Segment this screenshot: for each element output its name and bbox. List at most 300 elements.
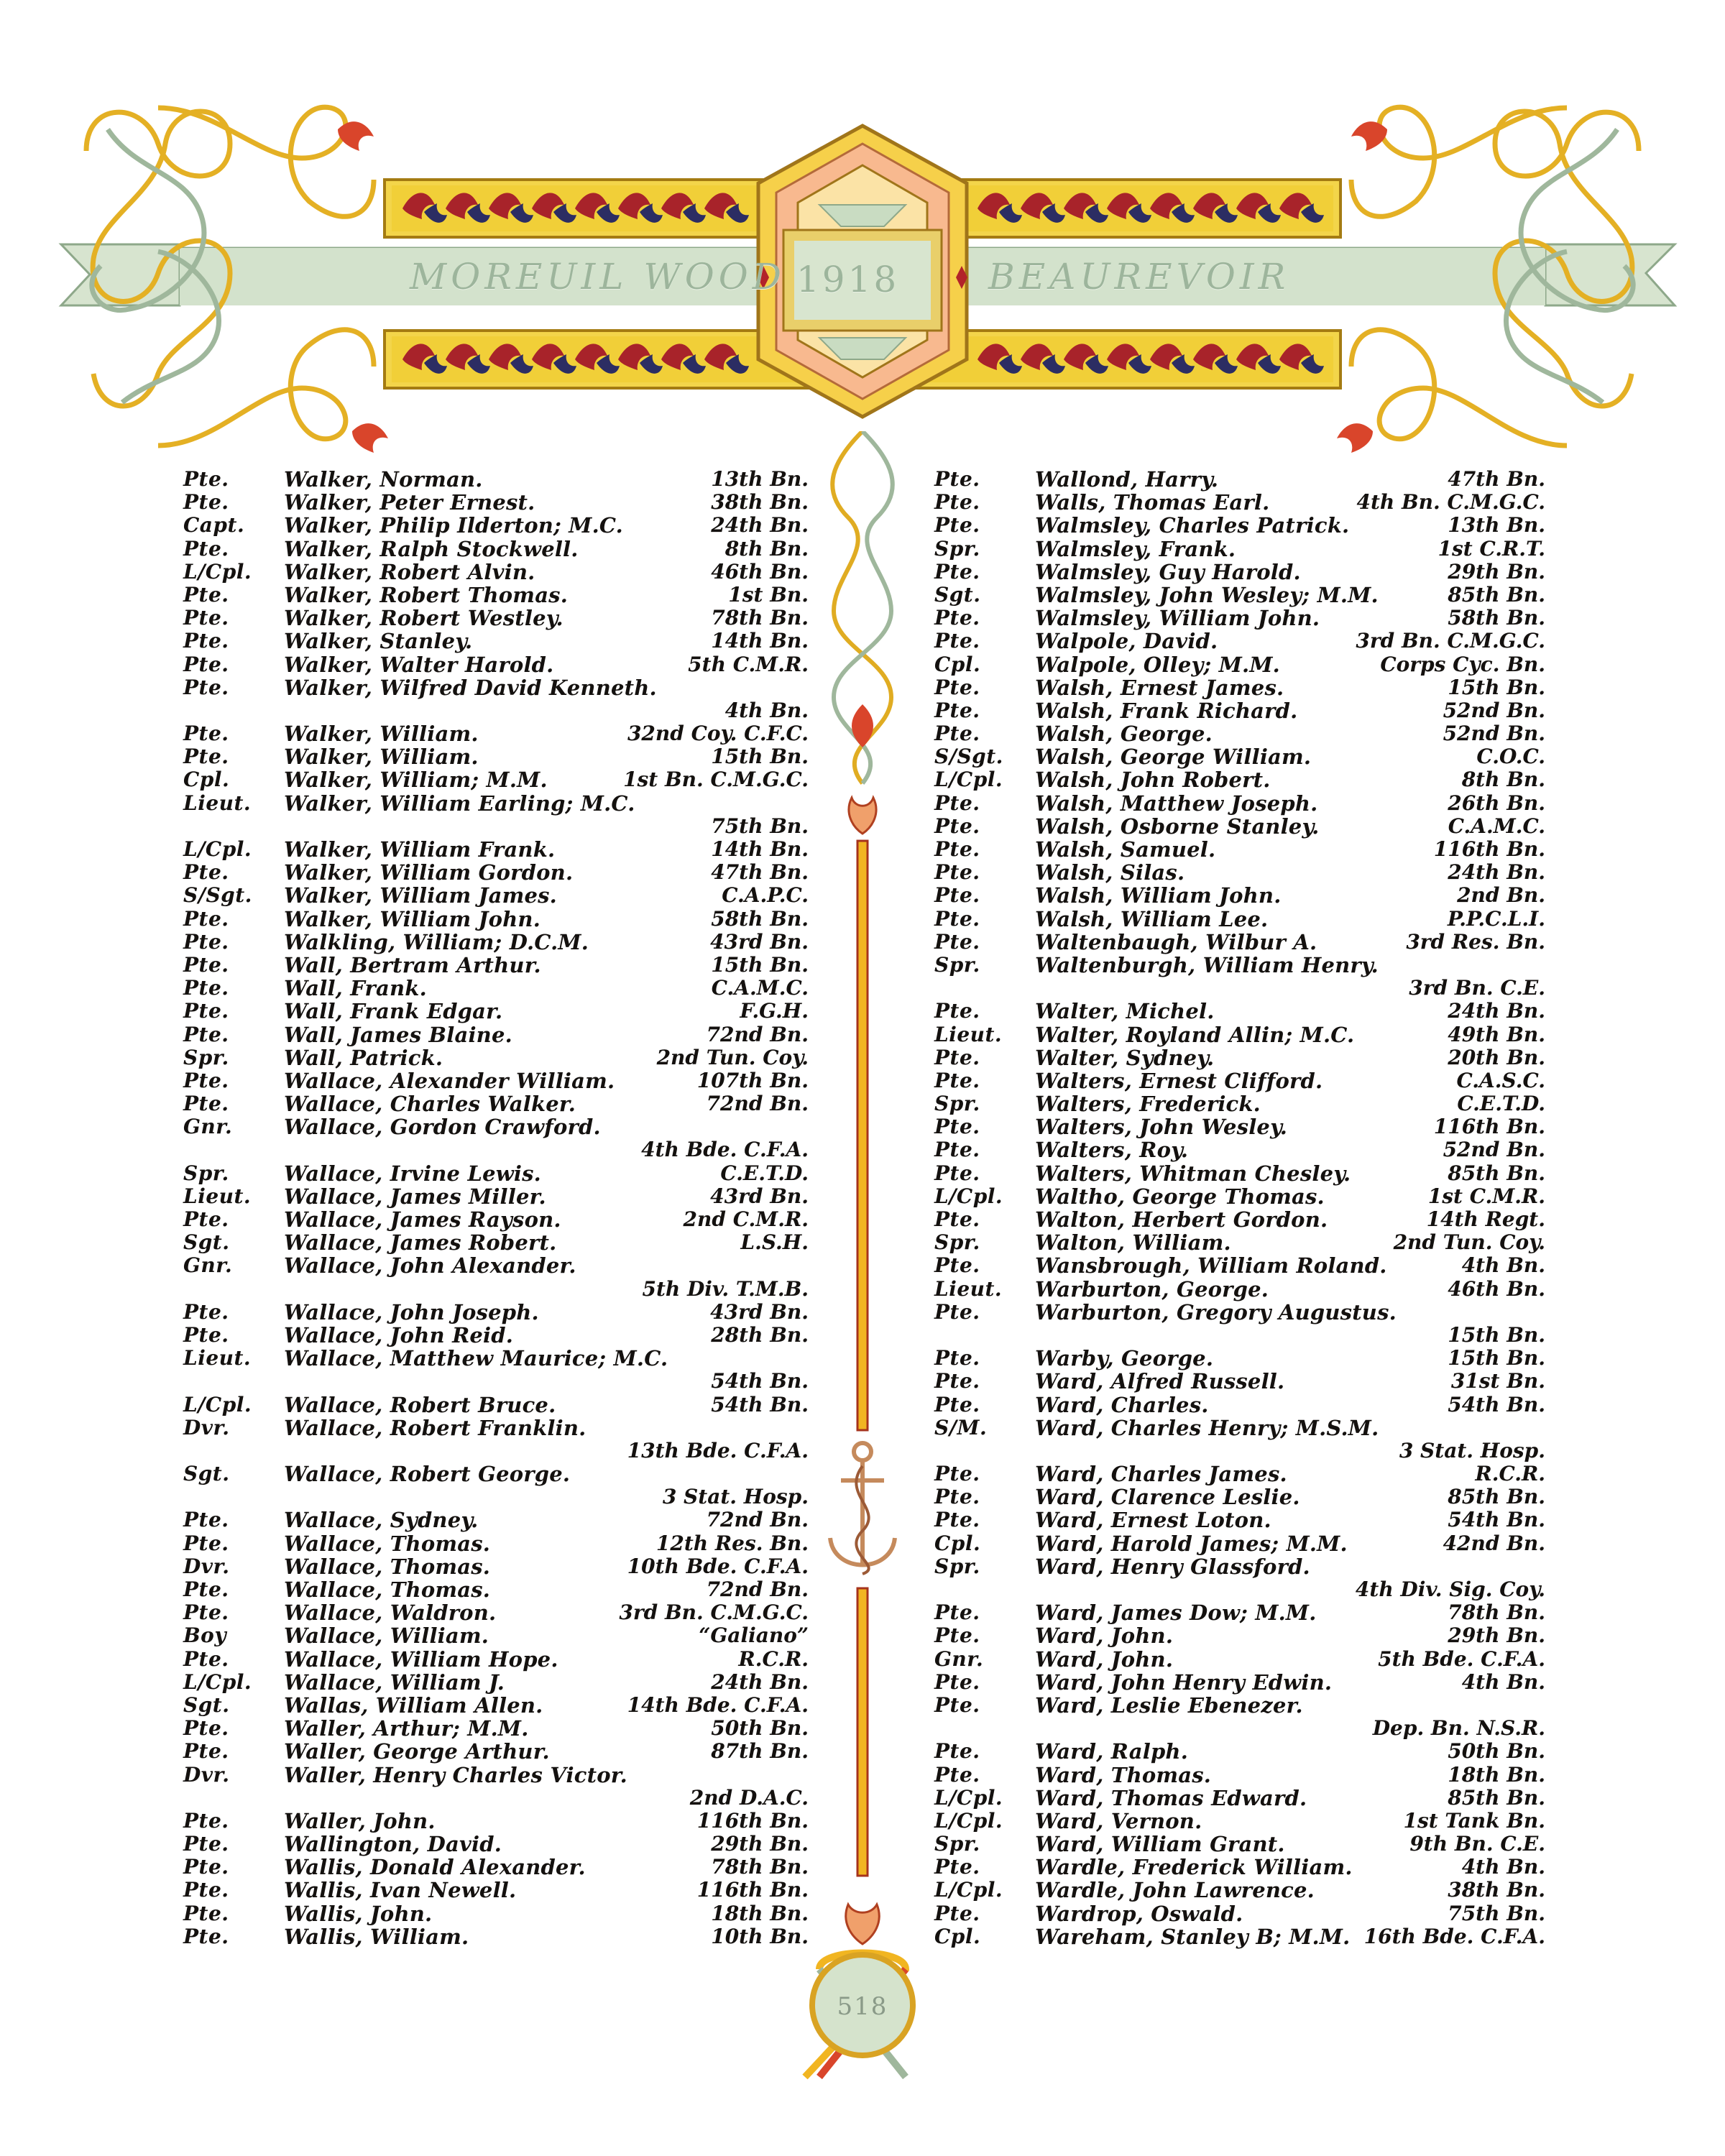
roll-entry-continuation: [183, 814, 809, 837]
entry-name: Wallace, Thomas.: [284, 1577, 491, 1602]
entry-unit: “Galiano”: [699, 1623, 809, 1648]
entry-rank: Pte.: [934, 1207, 980, 1231]
entry-rank: L/Cpl.: [934, 1808, 1003, 1833]
roll-entry-continuation: [934, 1716, 1545, 1739]
entry-rank: Pte.: [934, 1600, 980, 1625]
entry-unit: 50th Bn.: [711, 1716, 809, 1741]
entry-name: Wallace, Irvine Lewis.: [284, 1161, 541, 1186]
entry-name: Walsh, Frank Richard.: [1035, 698, 1298, 723]
entry-rank: Pte.: [934, 1485, 980, 1509]
entry-rank: Dvr.: [183, 1762, 230, 1787]
roll-entry: [183, 930, 809, 953]
entry-unit: 3rd Bn. C.M.G.C.: [1356, 629, 1545, 653]
roll-entry: [183, 722, 809, 745]
entry-unit: C.A.M.C.: [711, 976, 809, 1000]
entry-unit: 54th Bn.: [1448, 1508, 1545, 1532]
entry-unit: 8th Bn.: [1461, 768, 1545, 792]
entry-unit: 8th Bn.: [724, 536, 809, 561]
roll-entry: [934, 653, 1545, 676]
roll-entry: [934, 1878, 1545, 1901]
entry-rank: Pte.: [183, 629, 229, 653]
entry-unit: 85th Bn.: [1448, 1485, 1545, 1509]
entry-rank: Pte.: [934, 1901, 980, 1925]
entry-unit: 18th Bn.: [711, 1901, 809, 1925]
entry-name: Wardle, Frederick William.: [1035, 1855, 1353, 1880]
roll-column-right: [934, 467, 1545, 1948]
entry-unit: 15th Bn.: [1448, 675, 1545, 699]
entry-name: Ward, John.: [1035, 1623, 1174, 1649]
entry-unit: 10th Bn.: [711, 1924, 809, 1948]
entry-unit: 46th Bn.: [1448, 1276, 1545, 1301]
entry-name: Waltenbaugh, Wilbur A.: [1035, 929, 1317, 954]
entry-unit: 47th Bn.: [1448, 467, 1545, 491]
entry-rank: Pte.: [934, 1855, 980, 1879]
roll-entry: [934, 1161, 1545, 1184]
entry-rank: Gnr.: [183, 1253, 233, 1278]
entry-name: Waltho, George Thomas.: [1035, 1184, 1325, 1209]
entry-unit: 116th Bn.: [696, 1878, 809, 1902]
entry-unit: 15th Bn.: [711, 952, 809, 977]
entry-name: Walsh, William John.: [1035, 883, 1282, 908]
roll-entry: [183, 976, 809, 999]
roll-entry: [934, 907, 1545, 930]
roll-entry: [183, 999, 809, 1022]
entry-rank: L/Cpl.: [934, 1785, 1003, 1810]
entry-name: Walkling, William; D.C.M.: [284, 929, 589, 954]
entry-unit: R.C.R.: [1475, 1462, 1545, 1486]
entry-name: Walker, Peter Ernest.: [284, 490, 535, 515]
entry-rank: Pte.: [183, 1600, 229, 1625]
roll-entry: [934, 1554, 1545, 1577]
entry-rank: Pte.: [934, 1739, 980, 1764]
roll-entry: [183, 606, 809, 629]
roll-entry: [934, 1693, 1545, 1716]
entry-name: Walsh, William Lee.: [1035, 906, 1269, 931]
roll-entry: [183, 1739, 809, 1762]
entry-name: Waller, Henry Charles Victor.: [284, 1762, 627, 1787]
roll-entry: [183, 745, 809, 768]
entry-unit: 4th Bde. C.F.A.: [641, 1138, 809, 1162]
entry-unit: 15th Bn.: [711, 745, 809, 769]
entry-rank: Pte.: [183, 1855, 229, 1879]
roll-entry: [934, 1925, 1545, 1948]
entry-name: Wall, Frank Edgar.: [284, 999, 503, 1024]
entry-name: Walmsley, Guy Harold.: [1035, 559, 1301, 584]
roll-entry: [934, 1485, 1545, 1508]
entry-name: Walker, William Frank.: [284, 837, 556, 862]
entry-rank: L/Cpl.: [934, 768, 1003, 792]
entry-name: Walmsley, Charles Patrick.: [1035, 513, 1350, 538]
roll-entry-continuation: [183, 1277, 809, 1300]
entry-name: Wallond, Harry.: [1035, 467, 1219, 492]
entry-unit: 3 Stat. Hosp.: [1399, 1438, 1545, 1462]
entry-unit: 1st Bn. C.M.G.C.: [623, 768, 809, 792]
roll-entry: [183, 1230, 809, 1256]
entry-name: Wallace, William Hope.: [284, 1646, 558, 1672]
roll-entry: [934, 1600, 1545, 1626]
entry-unit: 26th Bn.: [1448, 791, 1545, 815]
roll-entry: [183, 1647, 809, 1670]
anchor-icon: [830, 1443, 895, 1574]
roll-entry: [183, 883, 809, 906]
roll-entry: [183, 1623, 809, 1649]
roll-entry: [183, 1693, 809, 1716]
roll-entry: [183, 1393, 809, 1416]
entry-rank: Pte.: [183, 1878, 229, 1902]
illuminated-banner: [0, 0, 1725, 503]
entry-name: Walters, Ernest Clifford.: [1035, 1068, 1323, 1093]
entry-rank: Pte.: [934, 559, 980, 584]
entry-name: Walters, John Wesley.: [1035, 1115, 1288, 1140]
entry-unit: 54th Bn.: [711, 1392, 809, 1416]
entry-rank: Pte.: [183, 1646, 229, 1671]
entry-unit: 32nd Coy. C.F.C.: [627, 722, 809, 746]
roll-entry: [934, 1115, 1545, 1138]
roll-entry: [183, 1046, 809, 1069]
entry-name: Wallace, James Rayson.: [284, 1207, 561, 1232]
entry-rank: Cpl.: [934, 1924, 981, 1948]
entry-rank: L/Cpl.: [934, 1184, 1003, 1208]
roll-entry: [183, 1462, 809, 1485]
entry-name: Walters, Whitman Chesley.: [1035, 1161, 1351, 1186]
entry-unit: 49th Bn.: [1448, 1022, 1545, 1046]
roll-entry: [183, 791, 809, 814]
entry-name: Waller, Arthur; M.M.: [284, 1716, 529, 1741]
entry-name: Waltenburgh, William Henry.: [1035, 952, 1379, 977]
entry-name: Walton, Herbert Gordon.: [1035, 1207, 1328, 1232]
roll-entry: [934, 1670, 1545, 1693]
roll-entry: [183, 768, 809, 791]
entry-rank: Sgt.: [183, 1462, 230, 1486]
entry-rank: Pte.: [934, 1253, 980, 1278]
entry-name: Walsh, Osborne Stanley.: [1035, 814, 1320, 839]
entry-name: Walmsley, John Wesley; M.M.: [1035, 582, 1379, 607]
entry-unit: 1st Bn.: [728, 582, 809, 607]
entry-name: Ward, Vernon.: [1035, 1808, 1202, 1833]
entry-rank: Pte.: [934, 490, 980, 515]
roll-entry: [183, 490, 809, 513]
banner-year: 1918: [796, 259, 900, 300]
roll-entry: [934, 791, 1545, 814]
entry-unit: 14th Bde. C.F.A.: [627, 1692, 809, 1717]
roll-entry: [183, 1300, 809, 1323]
entry-unit: 116th Bn.: [1433, 1115, 1545, 1139]
roll-entry: [183, 1554, 809, 1577]
roll-entry: [934, 1277, 1545, 1300]
entry-rank: Pte.: [183, 745, 229, 769]
entry-rank: Pte.: [183, 976, 229, 1000]
roll-entry: [934, 953, 1545, 976]
entry-unit: 42nd Bn.: [1443, 1531, 1545, 1555]
entry-name: Wallace, William.: [284, 1623, 489, 1649]
roll-entry: [183, 1531, 809, 1554]
entry-name: Wallas, William Allen.: [284, 1692, 543, 1718]
roll-entry: [934, 1230, 1545, 1256]
roll-entry: [934, 1300, 1545, 1323]
roll-entry: [934, 837, 1545, 860]
entry-name: Wallace, James Robert.: [284, 1230, 557, 1256]
entry-unit: Dep. Bn. N.S.R.: [1372, 1716, 1545, 1741]
roll-entry: [934, 1416, 1545, 1439]
roll-entry: [934, 1763, 1545, 1786]
roll-entry: [183, 1253, 809, 1279]
entry-unit: Corps Cyc. Bn.: [1380, 652, 1545, 676]
entry-rank: Pte.: [183, 582, 229, 607]
entry-unit: 10th Bde. C.F.A.: [627, 1554, 809, 1578]
entry-rank: Pte.: [934, 837, 980, 861]
entry-rank: Pte.: [183, 606, 229, 630]
entry-unit: 15th Bn.: [1448, 1346, 1545, 1370]
entry-rank: Pte.: [934, 883, 980, 908]
entry-name: Walsh, George.: [1035, 722, 1213, 747]
roll-entry: [934, 1046, 1545, 1069]
entry-rank: L/Cpl.: [183, 837, 252, 861]
entry-rank: Gnr.: [934, 1646, 984, 1671]
central-spine-ornament: [791, 431, 934, 2156]
entry-unit: F.G.H.: [740, 999, 809, 1023]
roll-entry: [934, 883, 1545, 906]
entry-name: Walters, Frederick.: [1035, 1092, 1261, 1117]
entry-rank: Dvr.: [183, 1554, 230, 1578]
roll-entry: [183, 1023, 809, 1046]
entry-rank: Pte.: [934, 1692, 980, 1717]
entry-unit: 1st Tank Bn.: [1403, 1808, 1545, 1833]
roll-entry-continuation: [934, 1439, 1545, 1462]
spine-rod-lower: [857, 1588, 868, 1876]
entry-name: Wallace, John Alexander.: [284, 1253, 576, 1279]
roll-entry: [934, 513, 1545, 536]
entry-unit: C.A.P.C.: [722, 883, 809, 908]
entry-rank: Spr.: [934, 536, 980, 561]
entry-unit: 78th Bn.: [711, 606, 809, 630]
roll-entry: [183, 1925, 809, 1948]
entry-name: Walker, Norman.: [284, 467, 483, 492]
roll-entry: [183, 1577, 809, 1600]
entry-rank: Pte.: [183, 467, 229, 491]
entry-rank: Lieut.: [183, 1346, 252, 1370]
roll-entry: [183, 513, 809, 536]
entry-rank: Pte.: [934, 606, 980, 630]
roll-entry: [934, 745, 1545, 768]
entry-unit: 3rd Bn. C.M.G.C.: [619, 1600, 809, 1625]
entry-rank: S/M.: [934, 1415, 988, 1439]
entry-rank: Sgt.: [183, 1230, 230, 1255]
roll-entry: [183, 629, 809, 652]
page-number: 518: [837, 1992, 888, 2021]
entry-unit: 52nd Bn.: [1443, 722, 1545, 746]
roll-entry: [934, 1508, 1545, 1531]
entry-unit: 14th Bn.: [711, 837, 809, 861]
entry-rank: Spr.: [934, 1230, 980, 1255]
entry-rank: Pte.: [934, 1068, 980, 1092]
entry-unit: 78th Bn.: [1448, 1600, 1545, 1625]
roll-entry: [183, 1184, 809, 1207]
entry-name: Walsh, Matthew Joseph.: [1035, 791, 1318, 816]
roll-entry: [183, 1809, 809, 1832]
entry-rank: Pte.: [934, 675, 980, 699]
entry-name: Ward, Charles.: [1035, 1392, 1209, 1417]
roll-entry: [934, 1346, 1545, 1369]
entry-unit: 14th Bn.: [711, 629, 809, 653]
entry-name: Wallace, Charles Walker.: [284, 1092, 576, 1117]
entry-unit: 24th Bn.: [711, 513, 809, 538]
entry-unit: 12th Res. Bn.: [656, 1531, 809, 1555]
entry-rank: Pte.: [183, 675, 229, 699]
entry-name: Walter, Michel.: [1035, 999, 1215, 1024]
entry-name: Wallace, Robert Bruce.: [284, 1392, 556, 1417]
roll-entry: [934, 999, 1545, 1022]
entry-rank: Pte.: [183, 1901, 229, 1925]
roll-entry: [934, 1855, 1545, 1878]
roll-entry: [934, 1393, 1545, 1416]
entry-rank: Pte.: [934, 791, 980, 815]
entry-unit: 2nd C.M.R.: [683, 1207, 809, 1231]
roll-entry: [183, 537, 809, 560]
roll-column-left: [183, 467, 809, 1948]
entry-rank: Pte.: [183, 929, 229, 954]
entry-name: Wallace, Gordon Crawford.: [284, 1115, 601, 1140]
entry-name: Ward, Leslie Ebenezer.: [1035, 1692, 1303, 1718]
entry-unit: 4th Bn.: [724, 698, 809, 722]
entry-name: Wallace, Robert Franklin.: [284, 1415, 586, 1440]
entry-rank: Pte.: [934, 467, 980, 491]
entry-unit: 54th Bn.: [711, 1369, 809, 1393]
roll-entry: [183, 676, 809, 699]
roll-entry: [183, 1832, 809, 1855]
roll-entry: [934, 490, 1545, 513]
entry-rank: Cpl.: [934, 652, 981, 676]
entry-name: Walker, Robert Alvin.: [284, 559, 535, 584]
entry-name: Wallace, Thomas.: [284, 1554, 491, 1579]
entry-name: Walmsley, Frank.: [1035, 536, 1236, 561]
entry-name: Ward, Harold James; M.M.: [1035, 1531, 1348, 1556]
entry-name: Wall, Bertram Arthur.: [284, 952, 541, 977]
entry-name: Walker, William Gordon.: [284, 860, 574, 885]
entry-unit: 78th Bn.: [711, 1855, 809, 1879]
entry-name: Waller, George Arthur.: [284, 1739, 550, 1764]
entry-unit: 3rd Bn. C.E.: [1409, 976, 1545, 1000]
entry-unit: 5th Bde. C.F.A.: [1378, 1646, 1545, 1671]
roll-entry: [183, 1878, 809, 1901]
roll-entry: [934, 583, 1545, 606]
entry-unit: 24th Bn.: [1448, 860, 1545, 885]
entry-rank: Pte.: [183, 1924, 229, 1948]
entry-unit: 15th Bn.: [1448, 1322, 1545, 1347]
entry-rank: Spr.: [934, 1554, 980, 1578]
entry-name: Walker, William.: [284, 722, 479, 747]
entry-unit: C.E.T.D.: [1457, 1092, 1545, 1116]
entry-rank: L/Cpl.: [183, 1669, 252, 1694]
entry-rank: Pte.: [934, 1762, 980, 1787]
roll-entry: [183, 860, 809, 883]
entry-name: Ward, William Grant.: [1035, 1832, 1285, 1857]
entry-rank: Pte.: [183, 652, 229, 676]
entry-name: Walker, Wilfred David Kenneth.: [284, 675, 657, 700]
roll-entry: [934, 629, 1545, 652]
entry-unit: L.S.H.: [740, 1230, 809, 1255]
entry-name: Walker, William; M.M.: [284, 768, 548, 793]
entry-unit: 72nd Bn.: [706, 1508, 809, 1532]
entry-unit: 5th Div. T.M.B.: [642, 1276, 809, 1301]
entry-rank: Pte.: [934, 1161, 980, 1185]
entry-unit: P.P.C.L.I.: [1447, 906, 1545, 931]
roll-entry: [934, 1531, 1545, 1554]
entry-unit: 5th C.M.R.: [688, 652, 809, 676]
entry-unit: 28th Bn.: [711, 1322, 809, 1347]
entry-name: Warby, George.: [1035, 1346, 1214, 1371]
entry-unit: 4th Bn.: [1461, 1855, 1545, 1879]
roll-entry: [934, 930, 1545, 953]
entry-rank: Pte.: [183, 1577, 229, 1601]
entry-unit: 75th Bn.: [1448, 1901, 1545, 1925]
roll-entry: [934, 699, 1545, 722]
roll-entry: [934, 1786, 1545, 1809]
entry-unit: 72nd Bn.: [706, 1577, 809, 1601]
entry-unit: 52nd Bn.: [1443, 698, 1545, 722]
entry-unit: 14th Regt.: [1426, 1207, 1545, 1231]
entry-rank: Pte.: [934, 1462, 980, 1486]
roll-entry: [934, 1207, 1545, 1230]
roll-entry: [934, 1023, 1545, 1046]
roll-entry-continuation: [183, 1439, 809, 1462]
entry-name: Walker, Philip Ilderton; M.C.: [284, 513, 623, 538]
entry-unit: 1st C.R.T.: [1438, 536, 1545, 561]
entry-unit: 47th Bn.: [711, 860, 809, 885]
entry-unit: 50th Bn.: [1448, 1739, 1545, 1764]
roll-entry: [183, 1855, 809, 1878]
entry-unit: 58th Bn.: [1448, 606, 1545, 630]
entry-unit: 3 Stat. Hosp.: [662, 1485, 809, 1509]
entry-name: Walsh, Samuel.: [1035, 837, 1216, 862]
entry-name: Wallington, David.: [284, 1832, 502, 1857]
entry-rank: Pte.: [934, 929, 980, 954]
entry-rank: S/Sgt.: [934, 745, 1003, 769]
entry-name: Wallis, John.: [284, 1901, 433, 1926]
entry-unit: 75th Bn.: [711, 814, 809, 838]
entry-unit: C.E.T.D.: [720, 1161, 809, 1185]
entry-unit: 16th Bde. C.F.A.: [1363, 1924, 1545, 1948]
entry-unit: C.A.M.C.: [1448, 814, 1545, 838]
roll-entry: [183, 1600, 809, 1626]
entry-name: Wallace, Sydney.: [284, 1508, 479, 1533]
entry-unit: 87th Bn.: [711, 1739, 809, 1764]
roll-entry: [934, 1902, 1545, 1925]
entry-unit: 2nd Bn.: [1457, 883, 1545, 908]
entry-name: Walton, William.: [1035, 1230, 1231, 1256]
entry-unit: 72nd Bn.: [706, 1022, 809, 1046]
entry-rank: Pte.: [183, 1068, 229, 1092]
entry-rank: Cpl.: [183, 768, 230, 792]
roll-entry: [183, 907, 809, 930]
entry-unit: 43rd Bn.: [710, 929, 809, 954]
roll-entry: [183, 837, 809, 860]
entry-rank: Pte.: [183, 999, 229, 1023]
entry-name: Wareham, Stanley B; M.M.: [1035, 1924, 1351, 1949]
entry-name: Wallis, Ivan Newell.: [284, 1878, 517, 1903]
entry-unit: 43rd Bn.: [710, 1184, 809, 1208]
entry-unit: 85th Bn.: [1448, 1161, 1545, 1185]
entry-rank: Pte.: [183, 1092, 229, 1116]
entry-rank: L/Cpl.: [183, 1392, 252, 1416]
entry-rank: Pte.: [934, 1669, 980, 1694]
banner-right-text: BEAUREVOIR: [988, 256, 1290, 298]
entry-name: Walker, Ralph Stockwell.: [284, 536, 579, 561]
roll-entry: [183, 1092, 809, 1115]
roll-entry: [934, 1647, 1545, 1670]
entry-rank: Pte.: [183, 860, 229, 885]
entry-name: Warburton, George.: [1035, 1276, 1269, 1302]
roll-entry-continuation: [183, 1369, 809, 1392]
